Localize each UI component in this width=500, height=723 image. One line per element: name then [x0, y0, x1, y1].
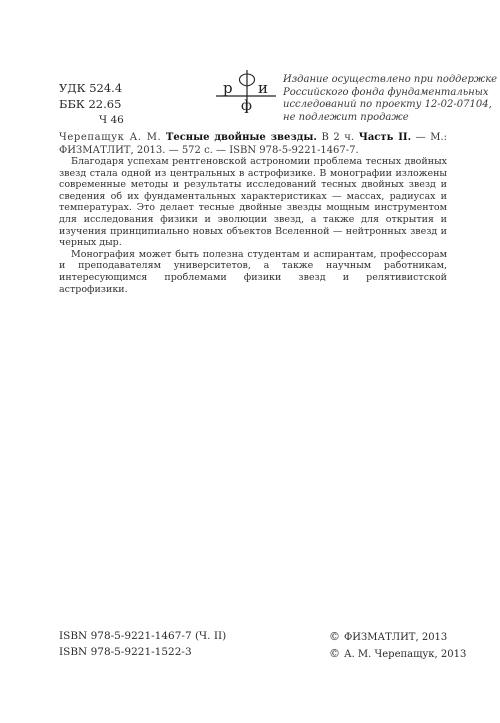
support-line: исследований по проекту 12-02-07104,: [283, 99, 492, 110]
copyright-line: [329, 629, 466, 646]
bbk-code: ББК 22.65: [59, 97, 122, 111]
support-note: [283, 74, 498, 124]
rffi-logo-icon: [214, 66, 278, 114]
logo-letter-i: и: [258, 79, 268, 97]
copyright-holder: ФИЗМАТЛИТ, 2013: [344, 632, 448, 643]
copyright-holder: А. М. Черепащук, 2013: [344, 649, 467, 660]
biblio-author: Черепащук А. М.: [59, 132, 162, 143]
copyright-icon: ©: [329, 630, 340, 643]
abstract-paragraph: Монография может быть полезна студентам и аспирантам, профессорам и преподавателям университетов, а также научным работникам, интересующимся проблемами физики звезд и релятивистской астрофизики.: [59, 248, 447, 295]
logo-letter-r: р: [223, 79, 233, 97]
isbn-line: ISBN 978-5-9221-1467-7 (Ч. II): [59, 630, 227, 642]
copyright-block: [329, 629, 466, 663]
udk-code: УДК 524.4: [59, 81, 123, 95]
isbn-line: ISBN 978-5-9221-1522-3: [59, 646, 192, 658]
abstract-paragraph: Благодаря успехам рентгеновской астрономии проблема тесных двойных звезд стала одной из центральных в астрофизике. В монографии изложены современные методы и результаты исследований тесных двойных звезд и сведения об их фундаментальных характеристиках — массах, радиусах и температурах. Это делает тесные двойные звезды мощным инструментом для исследования физики и эволюции звезд, а также для открытия и изучения принципиально новых объектов Вселенной — нейтронных звезд и черных дыр.: [59, 156, 447, 249]
biblio-title: Тесные двойные звезды.: [165, 132, 317, 143]
biblio-part: Часть II.: [358, 132, 412, 143]
classification-codes: [59, 80, 124, 128]
isbn-block: [59, 628, 226, 660]
biblio-imprint: — М.: ФИЗМАТЛИТ, 2013. — 572 с. — ISBN 978-5-9221-1467-7.: [59, 132, 448, 156]
author-mark: Ч 46: [99, 114, 124, 126]
support-line: не подлежит продаже: [283, 111, 409, 123]
copyright-line: [329, 646, 466, 663]
logo-letter-f: ф: [241, 98, 252, 114]
support-line: Российского фонда фундаментальных: [283, 86, 489, 98]
copyright-icon: ©: [329, 647, 340, 660]
biblio-volume: В 2 ч.: [321, 132, 355, 143]
abstract: [59, 156, 447, 295]
support-line: Издание осуществлено при поддержке: [283, 74, 498, 85]
bibliographic-record: [59, 131, 447, 157]
